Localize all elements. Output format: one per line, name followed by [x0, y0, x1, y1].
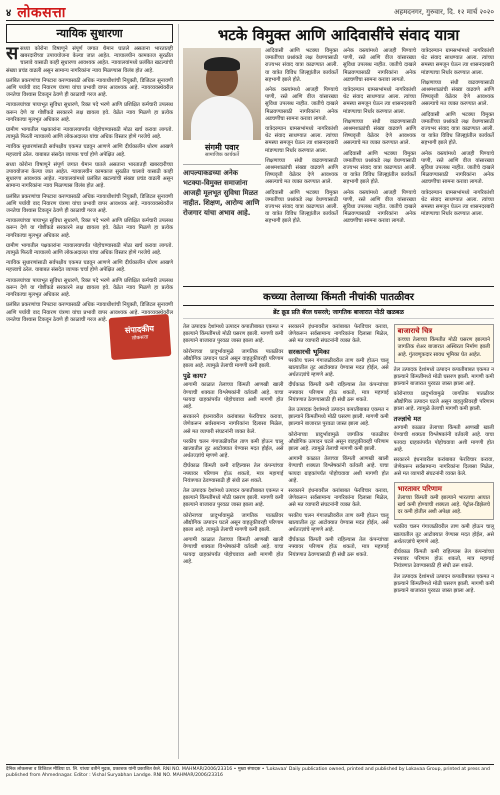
author-name: संगमी पवार: [205, 143, 239, 152]
left-column: [6, 24, 179, 759]
subhead: तज्ज्ञांचे मत: [393, 415, 421, 424]
editorial-logo: [110, 316, 179, 376]
info-box: बाजाराचे चित्र कच्च्या तेलाच्या किंमतीत मोठी घसरण झाल्याने जागतिक शेअर बाजारात अस्थिरता निर्माण झाली आहे. गुंतवणूकदार सावध भूमिका घेत आहेत.: [394, 324, 494, 363]
paragraph: न्यायालयांच्या पायाभूत सुविधा सुधारणे, रिक्त पदे भरणे आणि प्रशिक्षित कर्मचारी उपलब्ध करून देणे या गोष्टींकडे सरकारने लक्ष द्यायला हवे. वेळेत न्याय मिळणे हा प्रत्येक नागरिकाचा मूलभूत अधिकार आहे.: [6, 102, 173, 123]
paragraph: प्रलंबित प्रकरणांचा निपटारा करण्यासाठी अधिक न्यायाधीशांची नियुक्ती, डिजिटल सुनावणी आणि पर्यायी वाद निवारण यंत्रणा यांचा प्रभावी वापर आवश्यक आहे. न्यायव्यवस्थेवरील जनतेचा विश्वास टिकवून ठेवणे ही काळाची गरज आहे.: [6, 77, 173, 99]
section-title: न्यायिक सुधारणा: [6, 24, 173, 43]
paragraph: न्यायालयांच्या पायाभूत सुविधा सुधारणे, रिक्त पदे भरणे आणि प्रशिक्षित कर्मचारी उपलब्ध करून देणे या गोष्टींकडे सरकारने लक्ष द्यायला हवे. वेळेत न्याय मिळणे हा प्रत्येक नागरिकाचा मूलभूत अधिकार आहे.: [6, 218, 173, 239]
second-story-headline: कच्च्या तेलाच्या किंमती नीचांकी पातळीवर: [183, 286, 494, 306]
article-headline: भटके विमुक्त आणि आदिवासींचे संवाद यात्रा: [217, 26, 460, 44]
paragraph: ग्रामीण भागातील पक्षकारांना न्यायालयापर्यंत पोहोचण्यासाठी मोठा खर्च करावा लागतो. त्यामुळे फिरती न्यायालये आणि लोकअदालत यांचा अधिक विस्तार होणे गरजेचे आहे.: [6, 242, 173, 257]
dateline: अहमदनगर, गुरुवार, दि. १२ मार्च २०२०: [394, 7, 494, 16]
story-column: तेल उत्पादक देशांमध्ये उत्पादन कपातीबाबत एकमत न झाल्याने किंमतींमध्ये मोठी घसरण झाली. मागणी कमी झाल्याने बाजारात पुरवठा जास्त झाला आहे. कोरोनाच्या प्रादुर्भावामुळे जागतिक पातळीवर औद्योगिक उत्पादन घटले असून वाहतुकीवरही परिणाम झाला आहे. त्यामुळे तेलाची मागणी कमी झाली. पुढे काय? आगामी काळात तेलाच्या किंमती आणखी खाली येण्याची शक्यता विश्लेषकांनी वर्तवली आहे. याचा फायदा ग्राहकांपर्यंत पोहोचवावा अशी मागणी होत आहे. सरकारने इंधनावरील करांबाबत फेरविचार करावा, जेणेकरून सर्वसामान्य नागरिकांना दिलासा मिळेल, असे मत व्यापारी संघटनांनी व्यक्त केले. परकीय चलन गंगाजळीवरील ताण कमी होऊन चालू खात्यातील तूट आटोक्यात येण्यास मदत होईल, असे अर्थतज्ज्ञांचे म्हणणे आहे. दीर्घकाळ किंमती कमी राहिल्यास तेल कंपन्यांच्या नफ्यावर परिणाम होऊ शकतो, मात्र महागाई नियंत्रणात ठेवण्यासाठी ही संधी ठरू शकते. तेल उत्पादक देशांमध्ये उत्पादन कपातीबाबत एकमत न झाल्याने किंमतींमध्ये मोठी घसरण झाली. मागणी कमी झाल्याने बाजारात पुरवठा जास्त झाला आहे. कोरोनाच्या प्रादुर्भावामुळे जागतिक पातळीवर औद्योगिक उत्पादन घटले असून वाहतुकीवरही परिणाम झाला आहे. त्यामुळे तेलाची मागणी कमी झाली. आगामी काळात तेलाच्या किंमती आणखी खाली येण्याची शक्यता विश्लेषकांनी वर्तवली आहे. याचा फायदा ग्राहकांपर्यंत पोहोचवावा अशी मागणी होत आहे.: [183, 324, 284, 565]
author-photo: [183, 48, 261, 140]
paragraph: न्यायालयांच्या पायाभूत सुविधा सुधारणे, रिक्त पदे भरणे आणि प्रशिक्षित कर्मचारी उपलब्ध करून देणे या गोष्टींकडे सरकारने लक्ष द्यायला हवे. वेळेत न्याय मिळणे हा प्रत्येक नागरिकाचा मूलभूत अधिकार आहे.: [6, 277, 173, 299]
paragraph: न्यायिक सुधारणांसाठी सर्वपक्षीय एकमत घडवून आणणे आणि दीर्घकालीन धोरण आखणे महत्त्वाचे ठरेल. याबाबत संसदेत व्यापक चर्चा होणे अपेक्षित आहे.: [6, 144, 173, 158]
page-number: ४: [6, 8, 12, 19]
page-header: [6, 4, 494, 21]
subhead: पुढे काय?: [183, 372, 207, 381]
second-story-subheadline: ब्रेंट क्रूड प्रति बॅरल घसरले; जागतिक बाजारात मोठी खळबळ: [183, 306, 494, 319]
story-column: सरकारने इंधनावरील करांबाबत फेरविचार करावा, जेणेकरून सर्वसामान्य नागरिकांना दिलासा मिळेल, असे मत व्यापारी संघटनांनी व्यक्त केले. सरकारची भूमिका परकीय चलन गंगाजळीवरील ताण कमी होऊन चालू खात्यातील तूट आटोक्यात येण्यास मदत होईल, असे अर्थतज्ज्ञांचे म्हणणे आहे. दीर्घकाळ किंमती कमी राहिल्यास तेल कंपन्यांच्या नफ्यावर परिणाम होऊ शकतो, मात्र महागाई नियंत्रणात ठेवण्यासाठी ही संधी ठरू शकते. तेल उत्पादक देशांमध्ये उत्पादन कपातीबाबत एकमत न झाल्याने किंमतींमध्ये मोठी घसरण झाली. मागणी कमी झाल्याने बाजारात पुरवठा जास्त झाला आहे. कोरोनाच्या प्रादुर्भावामुळे जागतिक पातळीवर औद्योगिक उत्पादन घटले असून वाहतुकीवरही परिणाम झाला आहे. त्यामुळे तेलाची मागणी कमी झाली. आगामी काळात तेलाच्या किंमती आणखी खाली येण्याची शक्यता विश्लेषकांनी वर्तवली आहे. याचा फायदा ग्राहकांपर्यंत पोहोचवावा अशी मागणी होत आहे. सरकारने इंधनावरील करांबाबत फेरविचार करावा, जेणेकरून सर्वसामान्य नागरिकांना दिलासा मिळेल, असे मत व्यापारी संघटनांनी व्यक्त केले. परकीय चलन गंगाजळीवरील ताण कमी होऊन चालू खात्यातील तूट आटोक्यात येण्यास मदत होईल, असे अर्थतज्ज्ञांचे म्हणणे आहे. दीर्घकाळ किंमती कमी राहिल्यास तेल कंपन्यांच्या नफ्यावर परिणाम होऊ शकतो, मात्र महागाई नियंत्रणात ठेवण्यासाठी ही संधी ठरू शकते.: [288, 324, 389, 558]
article-column: अनेक वस्त्यांमध्ये आजही पिण्याचे पाणी, रस्ते आणि वीज यांसारख्या सुविधा उपलब्ध नाहीत. जातीचे दाखले मिळवण्यासाठी नागरिकांना अनेक अडचणींचा सामना करावा लागतो. यात्रेदरम्यान ग्रामसभांमध्ये नागरिकांशी थेट संवाद साधण्यात आला. त्यांच्या समस्या समजून घेऊन त्या शासनदरबारी मांडण्याचा निर्धार करण्यात आला. शिक्षणाच्या संधी वाढवण्यासाठी आश्रमशाळांची संख्या वाढवणे आणि शिष्यवृत्ती वेळेवर देणे आवश्यक असल्याचे मत व्यक्त करण्यात आले. आदिवासी आणि भटक्या विमुक्त जमातींच्या प्रश्नांकडे लक्ष वेधण्यासाठी राज्यभर संवाद यात्रा काढण्यात आली. या यात्रेत विविध जिल्ह्यांतील कार्यकर्ते सहभागी झाले होते. अनेक वस्त्यांमध्ये आजही पिण्याचे पाणी, रस्ते आणि वीज यांसारख्या सुविधा उपलब्ध नाहीत. जातीचे दाखले मिळवण्यासाठी नागरिकांना अनेक अडचणींचा सामना करावा लागतो.: [343, 48, 416, 225]
paragraph: ग्रामीण भागातील पक्षकारांना न्यायालयापर्यंत पोहोचण्यासाठी मोठा खर्च करावा लागतो. त्यामुळे फिरती न्यायालये आणि लोकअदालत यांचा अधिक विस्तार होणे गरजेचे आहे.: [6, 127, 173, 141]
author-role: सामाजिक कार्यकर्ते: [204, 152, 240, 158]
second-story-columns: [183, 324, 494, 759]
editorial-logo-badge: संपादकीय लोकसत्ता: [109, 314, 172, 360]
paragraph: न्यायिक सुधारणांसाठी सर्वपक्षीय एकमत घडवून आणणे आणि दीर्घकालीन धोरण आखणे महत्त्वाचे ठरेल. याबाबत संसदेत व्यापक चर्चा होणे अपेक्षित आहे.: [6, 260, 173, 274]
second-story-header: [183, 286, 494, 319]
paragraph: प्रलंबित प्रकरणांचा निपटारा करण्यासाठी अधिक न्यायाधीशांची नियुक्ती, डिजिटल सुनावणी आणि पर्यायी वाद निवारण यंत्रणा यांचा प्रभावी वापर आवश्यक आहे. न्यायव्यवस्थेवरील जनतेचा विश्वास टिकवून ठेवणे ही काळाची गरज आहे.: [6, 302, 173, 323]
article-column: आदिवासी आणि भटक्या विमुक्त जमातींच्या प्रश्नांकडे लक्ष वेधण्यासाठी राज्यभर संवाद यात्रा काढण्यात आली. या यात्रेत विविध जिल्ह्यांतील कार्यकर्ते सहभागी झाले होते. अनेक वस्त्यांमध्ये आजही पिण्याचे पाणी, रस्ते आणि वीज यांसारख्या सुविधा उपलब्ध नाहीत. जातीचे दाखले मिळवण्यासाठी नागरिकांना अनेक अडचणींचा सामना करावा लागतो. यात्रेदरम्यान ग्रामसभांमध्ये नागरिकांशी थेट संवाद साधण्यात आला. त्यांच्या समस्या समजून घेऊन त्या शासनदरबारी मांडण्याचा निर्धार करण्यात आला. शिक्षणाच्या संधी वाढवण्यासाठी आश्रमशाळांची संख्या वाढवणे आणि शिष्यवृत्ती वेळेवर देणे आवश्यक असल्याचे मत व्यक्त करण्यात आले. आदिवासी आणि भटक्या विमुक्त जमातींच्या प्रश्नांकडे लक्ष वेधण्यासाठी राज्यभर संवाद यात्रा काढण्यात आली. या यात्रेत विविध जिल्ह्यांतील कार्यकर्ते सहभागी झाले होते.: [265, 48, 338, 225]
dropcap: स: [6, 43, 19, 64]
pull-quote: आपल्याकडच्या अनेक भटक्या-विमुक्त समाजांना आजही मूलभूत सुविधा मिळत नाहीत. शिक्षण, आरोग्य आणि रोजगार यांचा अभाव आहे.: [183, 164, 261, 218]
info-box: भारतावर परिणाम तेलाच्या किंमती कमी झाल्याने भारताचा आयात खर्च कमी होण्याची शक्यता आहे. पेट्रोल-डिझेलचे दर कमी होतील अशी अपेक्षा आहे.: [394, 482, 494, 521]
article-columns: [265, 48, 494, 280]
paragraph: प्रलंबित प्रकरणांचा निपटारा करण्यासाठी अधिक न्यायाधीशांची नियुक्ती, डिजिटल सुनावणी आणि पर्यायी वाद निवारण यंत्रणा यांचा प्रभावी वापर आवश्यक आहे. न्यायव्यवस्थेवरील जनतेचा विश्वास टिकवून ठेवणे ही काळाची गरज आहे.: [6, 193, 173, 215]
subhead: सरकारची भूमिका: [288, 347, 330, 356]
imprint-footer: दैनिक लोकसत्ता व डिजिटल मीडिया प्रा. लि. यांच्या वतीने मुद्रक, प्रकाशक यांनी प्रकाशित केले. RNI NO. MAHMAR/2006/23316 • मुख्य संपादक • 'Lokavaa' Daily publication owned, printed and published by Lokavaa Group, printed at press and published from Ahmednagar. Editor : Vishal Suryabhan Landge. RNI NO. MAHMAR/2006/23316: [6, 764, 494, 790]
main-article: [183, 24, 494, 759]
left-column-text: [6, 43, 173, 324]
article-column: यात्रेदरम्यान ग्रामसभांमध्ये नागरिकांशी थेट संवाद साधण्यात आला. त्यांच्या समस्या समजून घेऊन त्या शासनदरबारी मांडण्याचा निर्धार करण्यात आला. शिक्षणाच्या संधी वाढवण्यासाठी आश्रमशाळांची संख्या वाढवणे आणि शिष्यवृत्ती वेळेवर देणे आवश्यक असल्याचे मत व्यक्त करण्यात आले. आदिवासी आणि भटक्या विमुक्त जमातींच्या प्रश्नांकडे लक्ष वेधण्यासाठी राज्यभर संवाद यात्रा काढण्यात आली. या यात्रेत विविध जिल्ह्यांतील कार्यकर्ते सहभागी झाले होते. अनेक वस्त्यांमध्ये आजही पिण्याचे पाणी, रस्ते आणि वीज यांसारख्या सुविधा उपलब्ध नाहीत. जातीचे दाखले मिळवण्यासाठी नागरिकांना अनेक अडचणींचा सामना करावा लागतो. यात्रेदरम्यान ग्रामसभांमध्ये नागरिकांशी थेट संवाद साधण्यात आला. त्यांच्या समस्या समजून घेऊन त्या शासनदरबारी मांडण्याचा निर्धार करण्यात आला.: [421, 48, 494, 218]
masthead-logo: लोकसत्ता: [17, 4, 66, 21]
paragraph: ससध्या कोरोना विषाणूने संपूर्ण जगात थैमान घातले असताना भारतातही खबरदारीच्या उपाययोजना केल्या जात आहेत. न्यायालयीन कामकाज सुरळीत चालावे यासाठी काही सुधारणा आवश्यक आहेत. न्यायालयांमध्ये प्रलंबित खटल्यांची संख्या प्रचंड वाढली असून सामान्य नागरिकांना न्याय मिळण्यास विलंब होत आहे.: [6, 43, 173, 74]
story-column: बाजाराचे चित्र कच्च्या तेलाच्या किंमतीत मोठी घसरण झाल्याने जागतिक शेअर बाजारात अस्थिरता निर्माण झाली आहे. गुंतवणूकदार सावध भूमिका घेत आहेत. तेल उत्पादक देशांमध्ये उत्पादन कपातीबाबत एकमत न झाल्याने किंमतींमध्ये मोठी घसरण झाली. मागणी कमी झाल्याने बाजारात पुरवठा जास्त झाला आहे. कोरोनाच्या प्रादुर्भावामुळे जागतिक पातळीवर औद्योगिक उत्पादन घटले असून वाहतुकीवरही परिणाम झाला आहे. त्यामुळे तेलाची मागणी कमी झाली. तज्ज्ञांचे मत आगामी काळात तेलाच्या किंमती आणखी खाली येण्याची शक्यता विश्लेषकांनी वर्तवली आहे. याचा फायदा ग्राहकांपर्यंत पोहोचवावा अशी मागणी होत आहे. सरकारने इंधनावरील करांबाबत फेरविचार करावा, जेणेकरून सर्वसामान्य नागरिकांना दिलासा मिळेल, असे मत व्यापारी संघटनांनी व्यक्त केले. भारतावर परिणाम तेलाच्या किंमती कमी झाल्याने भारताचा आयात खर्च कमी होण्याची शक्यता आहे. पेट्रोल-डिझेलचे दर कमी होतील अशी अपेक्षा आहे. परकीय चलन गंगाजळीवरील ताण कमी होऊन चालू खात्यातील तूट आटोक्यात येण्यास मदत होईल, असे अर्थतज्ज्ञांचे म्हणणे आहे. दीर्घकाळ किंमती कमी राहिल्यास तेल कंपन्यांच्या नफ्यावर परिणाम होऊ शकतो, मात्र महागाई नियंत्रणात ठेवण्यासाठी ही संधी ठरू शकते. तेल उत्पादक देशांमध्ये उत्पादन कपातीबाबत एकमत न झाल्याने किंमतींमध्ये मोठी घसरण झाली. मागणी कमी झाल्याने बाजारात पुरवठा जास्त झाला आहे.: [394, 324, 494, 759]
paragraph: सध्या कोरोना विषाणूने संपूर्ण जगात थैमान घातले असताना भारतातही खबरदारीच्या उपाययोजना केल्या जात आहेत. न्यायालयीन कामकाज सुरळीत चालावे यासाठी काही सुधारणा आवश्यक आहेत. न्यायालयांमध्ये प्रलंबित खटल्यांची संख्या प्रचंड वाढली असून सामान्य नागरिकांना न्याय मिळण्यास विलंब होत आहे.: [6, 161, 173, 190]
